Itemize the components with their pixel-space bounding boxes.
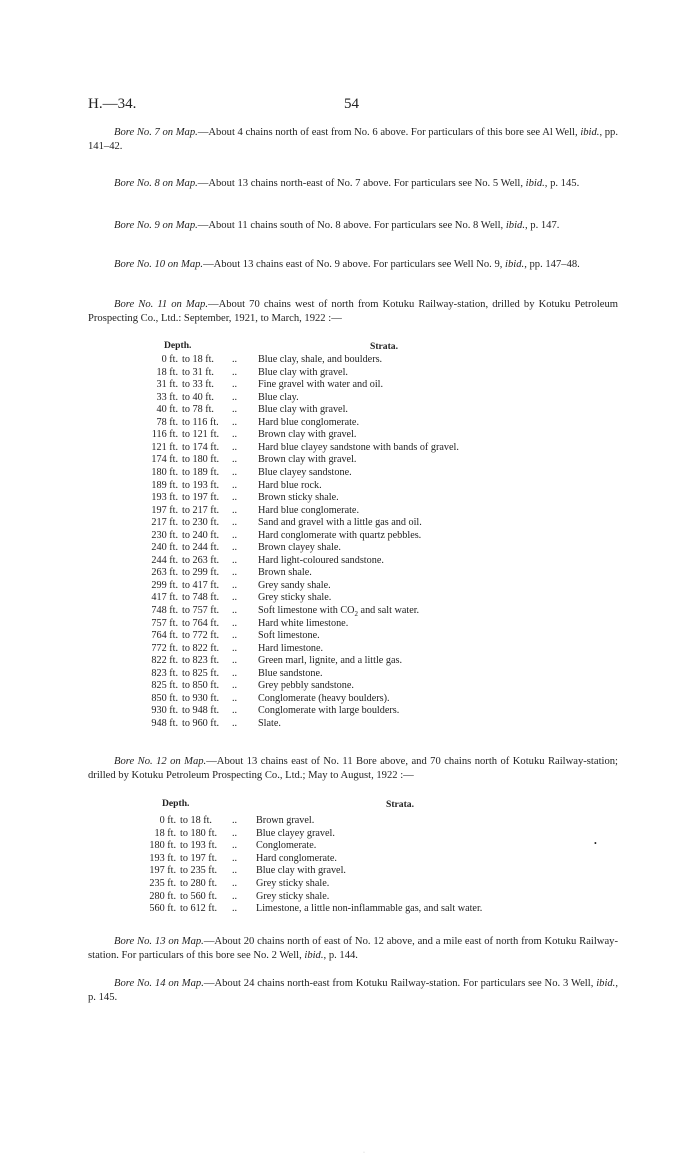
leader-dots: .. <box>232 492 238 504</box>
bore11-depth-header: Depth. <box>164 340 192 351</box>
bore8-ibid: ibid. <box>525 178 545 189</box>
bore10-text: About 13 chains east of No. 9 above. For particulars see Well No. 9, <box>213 259 506 270</box>
leader-dots: .. <box>232 379 238 391</box>
depth-from: 280 ft. <box>149 890 176 902</box>
depth-to: to 193 ft. <box>180 840 218 852</box>
bore8-text: About 13 chains north-east of No. 7 above. For particulars see No. 5 Well, <box>208 178 526 189</box>
leader-dots: .. <box>232 717 238 729</box>
leader-dots: .. <box>232 529 238 541</box>
bore9-ref: , p. 147. <box>524 220 560 231</box>
leader-dots: .. <box>232 878 238 889</box>
stratum-description: Blue clay with gravel. <box>256 865 346 877</box>
leader-dots: .. <box>232 903 238 915</box>
bore8-ref: , p. 145. <box>544 178 580 189</box>
leader-dots: .. <box>232 617 238 629</box>
depth-to: to 823 ft. <box>182 655 220 667</box>
stratum-description: Grey sticky shale. <box>256 878 330 889</box>
leader-dots: .. <box>232 630 238 642</box>
stratum-description: Hard conglomerate. <box>256 852 337 864</box>
depth-to: to 180 ft. <box>180 827 218 839</box>
stratum-description: Hard conglomerate with quartz pebbles. <box>258 529 422 541</box>
stratum-description: Hard light-coloured sandstone. <box>258 554 384 566</box>
bore8-dash: — <box>197 178 209 189</box>
depth-to: to 33 ft. <box>182 379 214 391</box>
depth-from: 823 ft. <box>151 667 178 679</box>
depth-to: to 18 ft. <box>180 815 212 826</box>
bore12-paragraph <box>88 755 618 783</box>
leader-dots: .. <box>232 680 238 692</box>
depth-from: 197 ft. <box>151 504 178 516</box>
depth-from: 197 ft. <box>149 865 176 877</box>
depth-to: to 417 ft. <box>182 579 220 591</box>
leader-dots: .. <box>232 517 238 529</box>
stratum-description: Blue sandstone. <box>258 667 323 679</box>
depth-from: 850 ft. <box>151 692 178 704</box>
bore11-text: About 70 chains west of north from Kotuku Railway-station, drilled by Kotuku Petroleum Prospecting Co., Ltd.: September, 1921, to March, 1922 :— <box>88 299 619 324</box>
bore11-paragraph <box>88 298 618 326</box>
bore8-paragraph <box>88 177 618 191</box>
stratum-description: Blue clayey gravel. <box>256 827 335 839</box>
depth-from: 772 ft. <box>151 642 178 654</box>
leader-dots: .. <box>232 852 238 864</box>
stratum-description <box>258 605 419 618</box>
leader-dots: .. <box>232 705 238 717</box>
depth-from: 417 ft. <box>151 592 178 604</box>
depth-to: to 121 ft. <box>182 429 220 441</box>
stratum-description: Conglomerate (heavy boulders). <box>258 692 390 704</box>
stratum-description: Hard limestone. <box>258 642 324 654</box>
depth-from: 180 ft. <box>151 466 178 478</box>
depth-from: 174 ft. <box>151 454 178 466</box>
stratum-description: Hard blue rock. <box>258 479 322 491</box>
bore7-dash: — <box>197 127 209 138</box>
bore9-paragraph <box>88 219 618 233</box>
stratum-description: Hard blue conglomerate. <box>258 504 359 516</box>
stratum-description: Limestone, a little non-inflammable gas, and salt water. <box>256 903 483 915</box>
depth-from: 0 ft. <box>159 815 176 826</box>
depth-from: 230 ft. <box>151 529 178 541</box>
depth-from: 121 ft. <box>151 441 178 453</box>
bore14-text: About 24 chains north-east from Kotuku Railway-station. For particulars see No. 3 Well, <box>214 978 597 989</box>
leader-dots: .. <box>232 692 238 704</box>
depth-from: 40 ft. <box>156 404 178 416</box>
leader-dots: .. <box>232 554 238 566</box>
leader-dots: .. <box>232 366 238 378</box>
stratum-description: Hard blue clayey sandstone with bands of gravel. <box>258 441 459 453</box>
depth-from: 116 ft. <box>151 429 178 441</box>
page-number: 54 <box>344 96 359 112</box>
page-header-ref: H.—34. <box>88 96 137 112</box>
bore10-ibid: ibid. <box>505 259 525 270</box>
bore11-dash: — <box>208 299 219 310</box>
bore10-paragraph <box>88 258 618 272</box>
bore12-label: Bore No. 12 on Map. <box>114 756 207 767</box>
stratum-description: Grey sandy shale. <box>258 579 331 591</box>
bore11-strata-header: Strata. <box>370 341 398 352</box>
stratum-text-after: and salt water. <box>358 605 420 616</box>
stratum-description: Brown clay with gravel. <box>258 454 357 466</box>
depth-from: 822 ft. <box>151 655 178 667</box>
stratum-description: Grey sticky shale. <box>258 592 332 604</box>
depth-from: 948 ft. <box>151 717 178 729</box>
margin-tick: • <box>594 839 597 848</box>
bore12-dash: — <box>206 756 217 767</box>
leader-dots: .. <box>232 479 238 491</box>
stratum-description: Slate. <box>258 717 281 729</box>
depth-to: to 31 ft. <box>182 366 214 378</box>
bore10-dash: — <box>203 259 214 270</box>
bore12-strata-header: Strata. <box>386 799 414 810</box>
depth-to: to 263 ft. <box>182 554 220 566</box>
bore12-depth-header: Depth. <box>162 798 190 809</box>
stratum-description: Green marl, lignite, and a little gas. <box>258 655 402 667</box>
leader-dots: .. <box>232 655 238 667</box>
leader-dots: .. <box>232 840 238 852</box>
bore13-paragraph <box>88 935 618 963</box>
depth-to: to 235 ft. <box>180 865 218 877</box>
stratum-description: Conglomerate. <box>256 840 317 852</box>
leader-dots: .. <box>232 667 238 679</box>
footer-dot: · <box>363 1150 365 1156</box>
depth-to: to 189 ft. <box>182 466 220 478</box>
bore8-label: Bore No. 8 on Map. <box>114 178 198 189</box>
depth-to: to 612 ft. <box>180 903 218 915</box>
leader-dots: .. <box>232 416 238 428</box>
bore13-ref: , p. 144. <box>323 949 358 961</box>
depth-to: to 772 ft. <box>182 630 220 642</box>
stratum-description: Brown sticky shale. <box>258 492 339 504</box>
bore14-ref: , p. 145. <box>88 978 618 1003</box>
depth-to: to 822 ft. <box>182 642 220 654</box>
depth-from: 263 ft. <box>151 567 178 579</box>
leader-dots: .. <box>232 504 238 516</box>
depth-from: 189 ft. <box>151 479 178 491</box>
leader-dots: .. <box>232 404 238 416</box>
depth-from: 825 ft. <box>151 680 178 692</box>
depth-to: to 280 ft. <box>180 878 218 889</box>
stratum-text: Soft limestone with CO <box>258 605 355 616</box>
stratum-description: Fine gravel with water and oil. <box>258 379 384 391</box>
stratum-description: Soft limestone. <box>258 630 320 642</box>
depth-to: to 230 ft. <box>182 517 220 529</box>
stratum-description: Blue clayey sandstone. <box>258 466 352 478</box>
bore9-label: Bore No. 9 on Map. <box>114 220 198 231</box>
bore14-ibid: ibid. <box>596 978 616 989</box>
depth-to: to 78 ft. <box>182 404 214 416</box>
bore7-ref: , pp. 141–42. <box>88 127 619 152</box>
leader-dots: .. <box>232 865 238 877</box>
bore11-label: Bore No. 11 on Map. <box>114 299 209 310</box>
leader-dots: .. <box>232 642 238 654</box>
bore14-label: Bore No. 14 on Map. <box>114 978 204 989</box>
depth-from: 33 ft. <box>156 391 178 403</box>
depth-from: 31 ft. <box>156 379 178 391</box>
leader-dots: .. <box>232 827 238 839</box>
depth-from: 18 ft. <box>156 366 178 378</box>
stratum-description: Grey sticky shale. <box>256 890 330 902</box>
depth-to: to 40 ft. <box>182 391 214 403</box>
depth-from: 748 ft. <box>151 605 178 616</box>
depth-to: to 174 ft. <box>182 441 220 453</box>
leader-dots: .. <box>232 441 238 453</box>
leader-dots: .. <box>232 815 238 826</box>
depth-to: to 850 ft. <box>182 680 220 692</box>
bore7-label: Bore No. 7 on Map. <box>114 127 198 138</box>
leader-dots: .. <box>232 354 238 365</box>
stratum-description: Blue clay with gravel. <box>258 404 348 416</box>
depth-from: 193 ft. <box>151 492 178 504</box>
depth-to: to 116 ft. <box>182 416 219 428</box>
depth-to: to 930 ft. <box>182 692 220 704</box>
depth-from: 0 ft. <box>161 354 178 365</box>
depth-to: to 748 ft. <box>182 592 220 604</box>
leader-dots: .. <box>232 454 238 466</box>
leader-dots: .. <box>232 391 238 403</box>
leader-dots: .. <box>232 429 238 441</box>
bore9-ibid: ibid. <box>505 220 525 231</box>
stratum-description: Blue clay with gravel. <box>258 366 348 378</box>
depth-to: to 960 ft. <box>182 717 220 729</box>
depth-from: 78 ft. <box>156 416 178 428</box>
subscript: 2 <box>354 610 358 619</box>
stratum-description: Blue clay, shale, and boulders. <box>258 354 383 365</box>
depth-from: 240 ft. <box>151 542 178 554</box>
depth-to: to 757 ft. <box>182 605 220 616</box>
bore7-text: About 4 chains north of east from No. 6 above. For particulars of this bore see Al Well, <box>208 127 581 138</box>
stratum-description: Brown shale. <box>258 567 312 579</box>
bore10-ref: , pp. 147–48. <box>524 259 580 270</box>
depth-from: 217 ft. <box>151 517 178 529</box>
stratum-description: Brown clayey shale. <box>258 542 341 554</box>
stratum-description: Blue clay. <box>258 391 299 403</box>
bore13-label: Bore No. 13 on Map. <box>114 936 204 947</box>
depth-to: to 560 ft. <box>180 890 218 902</box>
stratum-description: Hard white limestone. <box>258 617 349 629</box>
depth-from: 193 ft. <box>149 852 176 864</box>
depth-to: to 180 ft. <box>182 454 220 466</box>
depth-to: to 193 ft. <box>182 479 220 491</box>
bore9-text: About 11 chains south of No. 8 above. For particulars see No. 8 Well, <box>208 220 506 231</box>
stratum-description: Hard blue conglomerate. <box>258 416 359 428</box>
depth-from: 930 ft. <box>151 705 178 717</box>
bore13-ibid: ibid. <box>304 949 324 961</box>
bore9-dash: — <box>197 220 209 231</box>
depth-to: to 197 ft. <box>182 492 220 504</box>
bore13-dash: — <box>203 936 215 947</box>
bore7-ibid: ibid. <box>580 127 600 138</box>
bore14-paragraph <box>88 977 618 1005</box>
bore12-text: About 13 chains east of No. 11 Bore above, and 70 chains north of Kotuku Railway-station; drilled by Kotuku Petroleum Prospecting Co., Ltd.; May to August, 1922 :— <box>88 756 618 781</box>
depth-from: 244 ft. <box>151 554 178 566</box>
depth-to: to 244 ft. <box>182 542 220 554</box>
leader-dots: .. <box>232 579 238 591</box>
stratum-description: Sand and gravel with a little gas and oil. <box>258 517 422 529</box>
depth-to: to 948 ft. <box>182 705 220 717</box>
stratum-description: Grey pebbly sandstone. <box>258 680 354 692</box>
leader-dots: .. <box>232 567 238 579</box>
depth-from: 18 ft. <box>154 827 176 839</box>
depth-from: 235 ft. <box>149 878 176 889</box>
leader-dots: .. <box>232 592 238 604</box>
bore7-paragraph <box>88 126 618 154</box>
depth-to: to 240 ft. <box>182 529 220 541</box>
depth-to: to 18 ft. <box>182 354 214 365</box>
depth-to: to 764 ft. <box>182 617 220 629</box>
depth-from: 757 ft. <box>151 617 178 629</box>
bore13-text: About 20 chains north of east of No. 12 above, and a mile east of north from Kotuku Railway-station. For particulars of this bore see No. 2 Well, <box>88 936 618 961</box>
depth-to: to 825 ft. <box>182 667 220 679</box>
bore14-dash: — <box>203 978 215 989</box>
depth-from: 299 ft. <box>151 579 178 591</box>
leader-dots: .. <box>232 605 238 616</box>
depth-from: 560 ft. <box>149 903 176 915</box>
leader-dots: .. <box>232 890 238 902</box>
depth-to: to 197 ft. <box>180 852 218 864</box>
stratum-description: Conglomerate with large boulders. <box>258 705 400 717</box>
depth-to: to 217 ft. <box>182 504 220 516</box>
stratum-description: Brown clay with gravel. <box>258 429 357 441</box>
depth-from: 764 ft. <box>151 630 178 642</box>
depth-from: 180 ft. <box>149 840 176 852</box>
depth-to: to 299 ft. <box>182 567 220 579</box>
leader-dots: .. <box>232 542 238 554</box>
stratum-description: Brown gravel. <box>256 815 315 826</box>
leader-dots: .. <box>232 466 238 478</box>
bore10-label: Bore No. 10 on Map. <box>114 259 204 270</box>
